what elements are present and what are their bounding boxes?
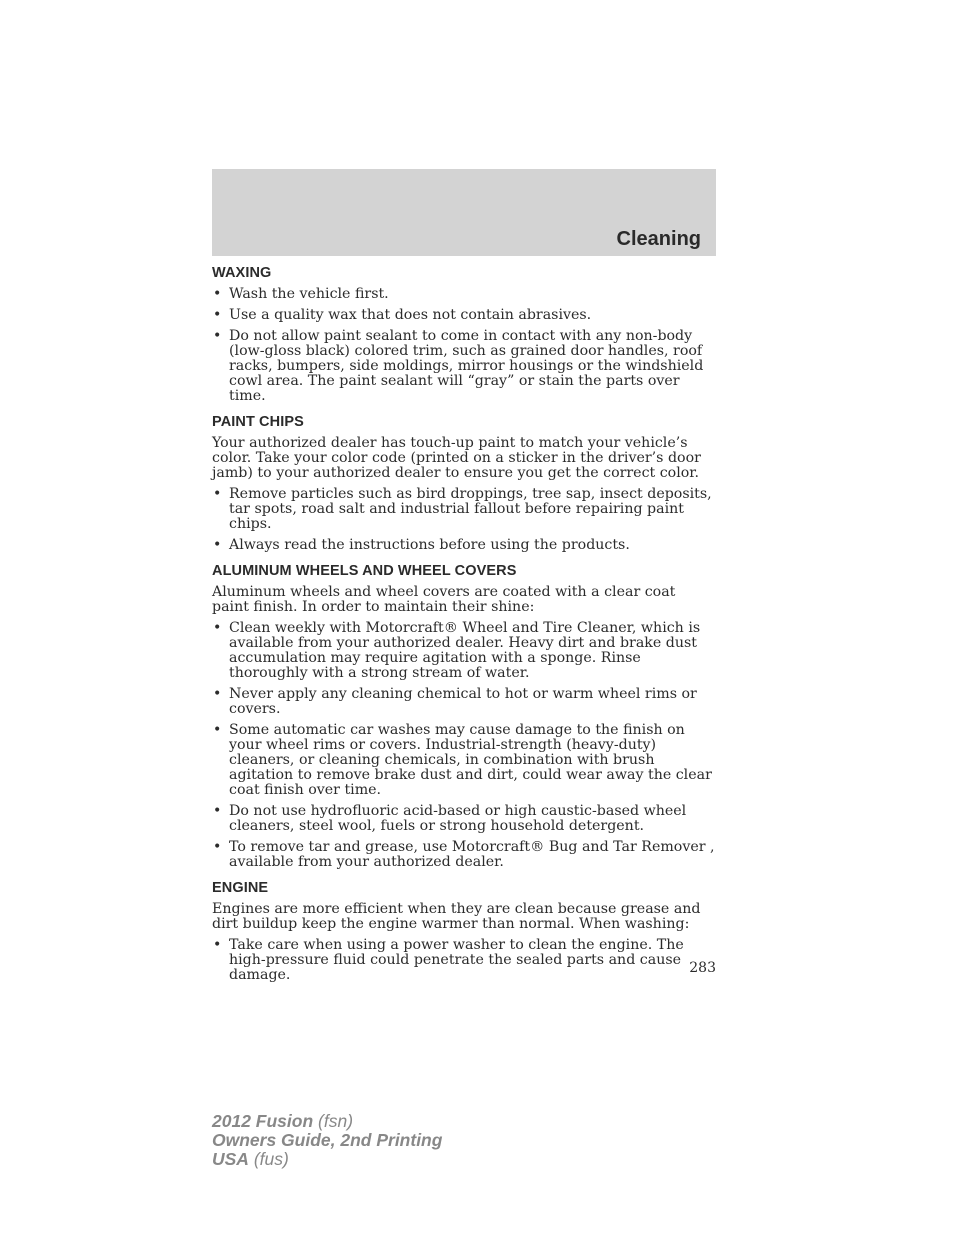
footer-region-code: (fus) <box>253 1149 289 1169</box>
section-waxing <box>212 266 716 404</box>
heading-waxing: WAXING <box>212 265 272 281</box>
list-item: • Do not use hydrofluoric acid-based or high caustic-based wheel cleaners, steel wool, fuels or strong household detergent. <box>212 804 716 834</box>
list-item: • Wash the vehicle first. <box>212 287 716 302</box>
footer-line-region <box>212 1150 442 1169</box>
footer-model: 2012 Fusion <box>212 1111 314 1131</box>
page-content <box>212 266 716 994</box>
list-item: • Never apply any cleaning chemical to hot or warm wheel rims or covers. <box>212 687 716 717</box>
paint-chips-bullet-list <box>212 487 716 553</box>
section-engine <box>212 881 716 983</box>
list-item: • Remove particles such as bird droppings, tree sap, insect deposits, tar spots, road salt and industrial fallout before repairing paint chips. <box>212 487 716 532</box>
section-aluminum-wheels <box>212 564 716 870</box>
footer-line-model <box>212 1112 442 1131</box>
list-item: • To remove tar and grease, use Motorcraft® Bug and Tar Remover , available from your authorized dealer. <box>212 840 716 870</box>
footer-region: USA <box>212 1149 249 1169</box>
list-item: • Take care when using a power washer to clean the engine. The high-pressure fluid could penetrate the sealed parts and cause damage. <box>212 938 716 983</box>
list-item: • Use a quality wax that does not contain abrasives. <box>212 308 716 323</box>
heading-aluminum-wheels: ALUMINUM WHEELS AND WHEEL COVERS <box>212 563 517 579</box>
footer-guide: Owners Guide, 2nd Printing <box>212 1130 443 1150</box>
page-number: 283 <box>689 960 716 976</box>
heading-paint-chips: PAINT CHIPS <box>212 414 304 430</box>
aluminum-wheels-intro: Aluminum wheels and wheel covers are coated with a clear coat paint finish. In order to maintain their shine: <box>212 584 676 615</box>
waxing-bullet-list <box>212 287 716 404</box>
document-footer <box>212 1112 442 1169</box>
heading-engine: ENGINE <box>212 880 269 896</box>
list-item: • Always read the instructions before using the products. <box>212 538 716 553</box>
engine-intro: Engines are more efficient when they are clean because grease and dirt buildup keep the engine warmer than normal. When washing: <box>212 901 701 932</box>
section-header-band <box>212 169 716 256</box>
section-paint-chips <box>212 415 716 553</box>
list-item: • Some automatic car washes may cause damage to the finish on your wheel rims or covers. Industrial-strength (heavy-duty) cleaners, or cleaning chemicals, in combination with brush agitation to remove brake dust and dirt, could wear away the clear coat finish over time. <box>212 723 716 798</box>
footer-model-code: (fsn) <box>318 1111 354 1131</box>
list-item: • Clean weekly with Motorcraft® Wheel and Tire Cleaner, which is available from your authorized dealer. Heavy dirt and brake dust accumulation may require agitation with a sponge. Rinse thoroughly with a strong stream of water. <box>212 621 716 681</box>
footer-line-guide <box>212 1131 442 1150</box>
aluminum-wheels-bullet-list <box>212 621 716 870</box>
section-title: Cleaning <box>616 228 701 250</box>
engine-bullet-list <box>212 938 716 983</box>
paint-chips-intro: Your authorized dealer has touch-up paint to match your vehicle’s color. Take your color code (printed on a sticker in the driver’s door jamb) to your authorized dealer to ensure you get the correct color. <box>212 435 701 481</box>
list-item: • Do not allow paint sealant to come in contact with any non-body (low-gloss black) colored trim, such as grained door handles, roof racks, bumpers, side moldings, mirror housings or the windshield cowl area. The paint sealant will “gray” or stain the parts over time. <box>212 329 716 404</box>
